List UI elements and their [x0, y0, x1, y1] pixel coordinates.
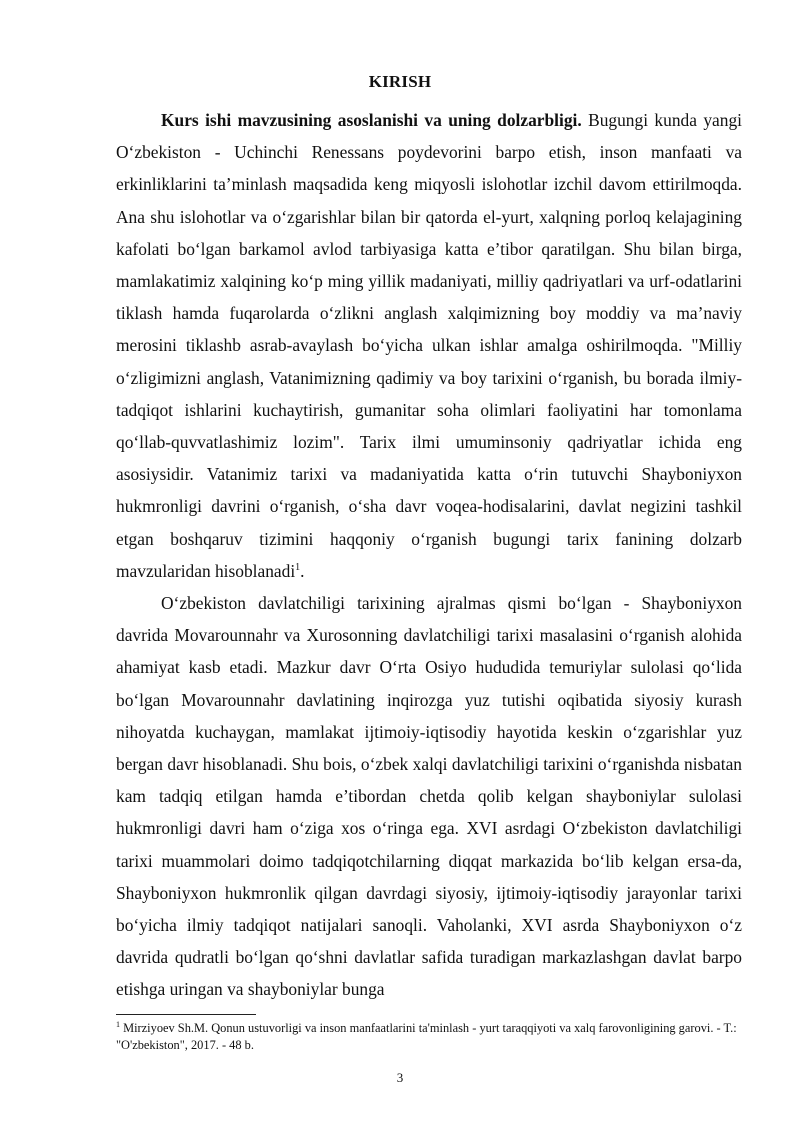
main-text: [116, 104, 742, 1006]
paragraph-1-text: Bugungi kunda yangi O‘zbekiston - Uchinchi Renessans poydevorini barpo etish, inson manfaati va erkinliklarini ta’minlash maqsadida keng miqyosli islohotlar izchil davom ettirilmoqda. Ana shu islohotlar va o‘zgarishlar bilan bir qatorda el-yurt, xalqning porloq kelajagining kafolati bo‘lgan barkamol avlod tarbiyasiga katta e’tibor qaratilgan. Shu bilan birga, mamlakatimiz xalqining ko‘p ming yillik madaniyati, milliy qadriyatlari va urf-odatlarini tiklash hamda fuqarolarda o‘zlikni anglash xalqimizning boy moddiy va ma’naviy merosini tiklashb asrab-avaylash bo‘yicha ulkan ishlar amalga oshirilmoqda. "Milliy o‘zligimizni anglash, Vatanimizning qadimiy va boy tarixini o‘rganish, bu borada ilmiy-tadqiqot ishlarini kuchaytirish, gumanitar soha olimlari faoliyatini har tomonlama qo‘llab-quvvatlashimiz lozim". Tarix ilmi umuminsoniy qadriyatlar ichida eng asosiysidir. Vatanimiz tarixi va madaniyatida katta o‘rin tutuvchi Shayboniyxon hukmronligi davrini o‘rganish, o‘sha davr voqea-hodisalarini, davlat negizini tashkil etgan boshqaruv tizimini haqqoniy o‘rganish bugungi tarix fanining dolzarb mavzularidan hisoblanadi: [116, 110, 742, 581]
paragraph-1: [116, 104, 742, 587]
paragraph-1-end: .: [300, 560, 305, 581]
footnote: [116, 1020, 742, 1054]
section-heading: KIRISH: [368, 72, 432, 91]
footnote-divider: [116, 1014, 256, 1015]
footnote-reference: 1: [295, 562, 301, 574]
page-number: 3: [396, 1070, 404, 1085]
paragraph-lead: Kurs ishi mavzusining asoslanishi va uning dolzarbligi.: [161, 110, 582, 130]
paragraph-2: O‘zbekiston davlatchiligi tarixining ajralmas qismi bo‘lgan - Shayboniyxon davrida Movarounnahr va Xurosonning davlatchiligi tarixi masalasini o‘rganish alohida ahamiyat kasb etadi. Mazkur davr O‘rta Osiyo hududida temuriylar sulolasi qo‘lida bo‘lgan Movarounnahr davlatining inqirozga yuz tutishi oqibatida siyosiy kurash nihoyatda kuchaygan, mamlakat ijtimoiy-iqtisodiy hayotida keskin o‘zgarishlar yuz bergan davr hisoblanadi. Shu bois, o‘zbek xalqi davlatchiligi tarixini o‘rganishda nisbatan kam tadqiq etilgan hamda e’tibordan chetda qolib kelgan shayboniylar sulolasi hukmronligi davri ham o‘ziga xos o‘ringa ega. XVI asrdagi O‘zbekiston davlatchiligi tarixi muammolari doimo tadqiqotchilarning diqqat markazida bo‘lib kelgan ersa-da, Shayboniyxon hukmronlik qilgan davrdagi siyosiy, ijtimoiy-iqtisodiy jarayonlar tarixi bo‘yicha ilmiy tadqiqot natijalari sanoqli. Vaholanki, XVI asrda Shayboniyxon o‘z davrida qudratli bo‘lgan qo‘shni davlatlar safida turadigan markazlashgan davlat barpo etishga uringan va shayboniylar bunga: [116, 593, 742, 1000]
footnote-number: 1: [116, 1019, 120, 1029]
footnote-text: Mirziyoev Sh.M. Qonun ustuvorligi va inson manfaatlarini ta'minlash - yurt taraqqiyoti va xalq farovonligining garovi. - T.: "O'zbekiston", 2017. - 48 b.: [116, 1021, 737, 1052]
